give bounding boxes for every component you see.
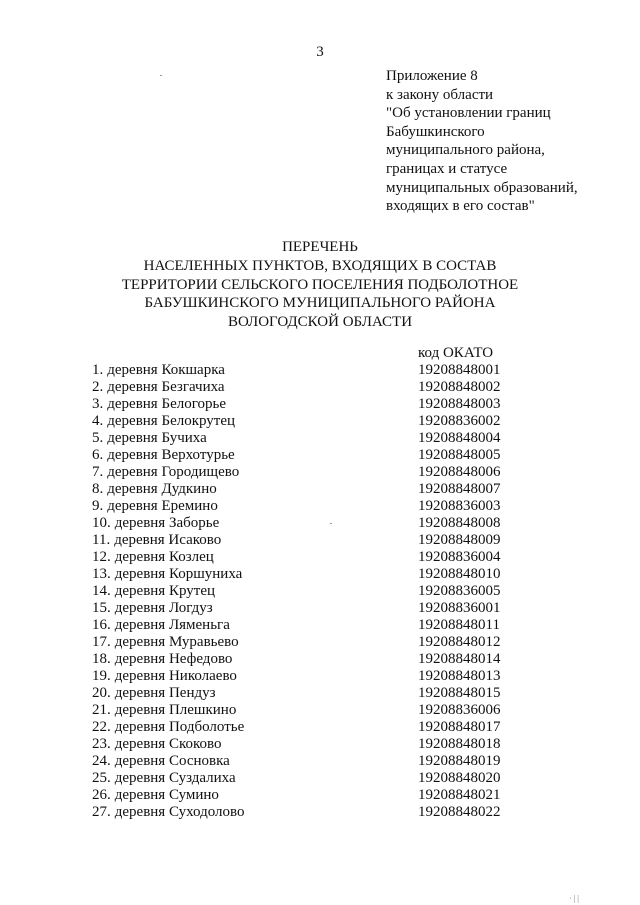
settlement-name-cell xyxy=(92,770,236,787)
settlement-name: деревня Крутец xyxy=(114,583,216,599)
settlement-row xyxy=(92,719,512,736)
settlement-row xyxy=(92,430,512,447)
settlement-name-cell xyxy=(92,685,216,702)
okato-code: 19208848017 xyxy=(418,719,501,735)
settlement-number: 24. xyxy=(92,753,111,769)
settlement-number: 15. xyxy=(92,600,111,616)
settlement-row xyxy=(92,362,512,379)
okato-code: 19208848013 xyxy=(418,668,501,684)
settlement-row xyxy=(92,549,512,566)
settlement-number: 17. xyxy=(92,634,111,650)
appendix-line: Приложение 8 xyxy=(386,68,478,84)
title-line: ТЕРРИТОРИИ СЕЛЬСКОГО ПОСЕЛЕНИЯ ПОДБОЛОТНОЕ xyxy=(121,276,519,293)
settlement-name-cell xyxy=(92,396,226,413)
settlement-number: 13. xyxy=(92,566,111,582)
document-title xyxy=(100,238,540,332)
settlement-number: 25. xyxy=(92,770,111,786)
okato-code: 19208848005 xyxy=(418,447,501,463)
settlement-name: деревня Логдуз xyxy=(114,600,213,616)
okato-code: 19208836001 xyxy=(418,600,501,616)
appendix-line: муниципальных образований, xyxy=(386,179,578,196)
settlement-number: 20. xyxy=(92,685,111,701)
settlement-number: 4. xyxy=(92,413,104,429)
settlement-row xyxy=(92,702,512,719)
settlement-number: 3. xyxy=(92,396,104,412)
okato-code: 19208836002 xyxy=(418,413,501,429)
settlement-name-cell xyxy=(92,464,239,481)
okato-code: 19208848015 xyxy=(418,685,501,701)
settlement-name: деревня Белокрутец xyxy=(107,413,236,429)
settlement-row xyxy=(92,481,512,498)
title-line: НАСЕЛЕННЫХ ПУНКТОВ, ВХОДЯЩИХ В СОСТАВ xyxy=(143,257,497,274)
settlement-number: 27. xyxy=(92,804,111,820)
appendix-line: к закону области xyxy=(386,86,494,103)
settlement-name: деревня Сосновка xyxy=(114,753,230,769)
settlement-name-cell xyxy=(92,413,235,430)
settlement-row xyxy=(92,600,512,617)
settlement-name-cell xyxy=(92,379,225,396)
okato-code: 19208848011 xyxy=(418,617,500,633)
okato-column-header: код ОКАТО xyxy=(418,345,494,361)
settlement-number: 16. xyxy=(92,617,111,633)
settlement-number: 18. xyxy=(92,651,111,667)
settlement-name: деревня Белогорье xyxy=(107,396,226,412)
settlement-name-cell xyxy=(92,447,235,464)
okato-code: 19208848003 xyxy=(418,396,501,412)
okato-code: 19208836005 xyxy=(418,583,501,599)
scan-speck xyxy=(160,75,162,76)
settlement-name: деревня Ляменьга xyxy=(114,617,230,633)
settlement-number: 5. xyxy=(92,430,104,446)
okato-code: 19208848018 xyxy=(418,736,501,752)
appendix-note xyxy=(386,67,626,216)
title-line: ВОЛОГОДСКОЙ ОБЛАСТИ xyxy=(227,314,413,331)
okato-code: 19208848002 xyxy=(418,379,501,395)
appendix-line: "Об установлении границ xyxy=(386,105,551,122)
settlement-row xyxy=(92,753,512,770)
settlement-name: деревня Коршуниха xyxy=(114,566,243,582)
settlement-row xyxy=(92,379,512,396)
okato-code: 19208848007 xyxy=(418,481,501,497)
page-number: 3 xyxy=(316,44,324,60)
settlement-name-cell xyxy=(92,515,219,532)
settlement-number: 7. xyxy=(92,464,104,480)
okato-code: 19208848012 xyxy=(418,634,501,650)
settlement-name: деревня Еремино xyxy=(107,498,218,514)
settlement-number: 19. xyxy=(92,668,111,684)
settlement-number: 9. xyxy=(92,498,104,514)
settlement-name-cell xyxy=(92,600,213,617)
settlement-name-cell xyxy=(92,634,239,651)
settlement-name: деревня Кокшарка xyxy=(107,362,225,378)
settlement-row xyxy=(92,685,512,702)
settlement-number: 8. xyxy=(92,481,104,497)
settlement-name: деревня Заборье xyxy=(114,515,220,531)
settlement-row xyxy=(92,447,512,464)
okato-code: 19208848010 xyxy=(418,566,501,582)
settlement-name: деревня Бучиха xyxy=(107,430,207,446)
settlement-name: деревня Верхотурье xyxy=(107,447,235,463)
settlement-name-cell xyxy=(92,719,244,736)
settlement-name: деревня Муравьево xyxy=(114,634,239,650)
okato-code: 19208848020 xyxy=(418,770,501,786)
settlement-number: 11. xyxy=(92,532,111,548)
settlement-name: деревня Дудкино xyxy=(107,481,217,497)
settlement-number: 26. xyxy=(92,787,111,803)
okato-code: 19208848014 xyxy=(418,651,501,667)
settlement-name: деревня Городищево xyxy=(107,464,240,480)
settlement-row xyxy=(92,787,512,804)
settlement-name: деревня Суздалиха xyxy=(114,770,236,786)
title-line: ПЕРЕЧЕНЬ xyxy=(282,239,358,255)
settlement-name: деревня Безгачиха xyxy=(107,379,225,395)
settlement-name: деревня Подболотье xyxy=(114,719,245,735)
settlement-name-cell xyxy=(92,804,244,821)
appendix-line: входящих в его состав" xyxy=(386,198,535,215)
settlement-name: деревня Сумино xyxy=(114,787,219,803)
appendix-line: муниципального района, xyxy=(386,142,545,159)
settlement-row xyxy=(92,770,512,787)
settlement-name-cell xyxy=(92,430,207,447)
settlement-row xyxy=(92,634,512,651)
okato-code: 19208848004 xyxy=(418,430,501,446)
settlement-number: 22. xyxy=(92,719,111,735)
okato-code: 19208848008 xyxy=(418,515,501,531)
settlement-name-cell xyxy=(92,566,242,583)
settlement-name-cell xyxy=(92,736,222,753)
settlement-number: 12. xyxy=(92,549,111,565)
appendix-line: Бабушкинского xyxy=(386,123,485,140)
settlement-name-cell xyxy=(92,787,219,804)
okato-code: 19208848022 xyxy=(418,804,501,820)
settlement-name-cell xyxy=(92,702,236,719)
settlement-row xyxy=(92,396,512,413)
settlement-name-cell xyxy=(92,498,218,515)
okato-code: 19208848019 xyxy=(418,753,501,769)
settlement-name: деревня Плешкино xyxy=(114,702,237,718)
okato-code: 19208836004 xyxy=(418,549,501,565)
okato-code: 19208848001 xyxy=(418,362,501,378)
settlement-row xyxy=(92,668,512,685)
settlement-name: деревня Николаево xyxy=(114,668,237,684)
settlement-number: 1. xyxy=(92,362,104,378)
settlement-name-cell xyxy=(92,481,217,498)
settlement-row xyxy=(92,617,512,634)
okato-code: 19208848006 xyxy=(418,464,501,480)
settlement-row xyxy=(92,651,512,668)
settlement-row xyxy=(92,464,512,481)
settlement-number: 6. xyxy=(92,447,104,463)
settlement-row xyxy=(92,498,512,515)
settlement-row xyxy=(92,413,512,430)
settlement-row xyxy=(92,566,512,583)
settlement-name-cell xyxy=(92,583,215,600)
appendix-line: границах и статусе xyxy=(386,160,508,177)
settlement-name: деревня Суходолово xyxy=(114,804,245,820)
settlement-number: 2. xyxy=(92,379,104,395)
settlement-name: деревня Пендуз xyxy=(114,685,216,701)
settlement-row xyxy=(92,583,512,600)
settlement-number: 21. xyxy=(92,702,111,718)
okato-code: 19208836006 xyxy=(418,702,501,718)
settlement-name: деревня Исаково xyxy=(114,532,222,548)
settlement-name-cell xyxy=(92,549,214,566)
settlement-name: деревня Козлец xyxy=(114,549,214,565)
okato-code: 19208848009 xyxy=(418,532,501,548)
settlement-list xyxy=(92,362,512,821)
settlement-name-cell xyxy=(92,753,230,770)
settlement-name: деревня Скоково xyxy=(114,736,222,752)
settlement-row xyxy=(92,736,512,753)
settlement-name-cell xyxy=(92,668,237,685)
settlement-number: 10. xyxy=(92,515,111,531)
settlement-name-cell xyxy=(92,617,230,634)
settlement-name-cell xyxy=(92,651,232,668)
settlement-name-cell xyxy=(92,362,225,379)
corner-scan-mark: · | | xyxy=(569,894,579,903)
settlement-name-cell xyxy=(92,532,221,549)
okato-code: 19208848021 xyxy=(418,787,501,803)
settlement-name: деревня Нефедово xyxy=(114,651,233,667)
settlement-number: 23. xyxy=(92,736,111,752)
title-line: БАБУШКИНСКОГО МУНИЦИПАЛЬНОГО РАЙОНА xyxy=(144,295,496,312)
settlement-number: 14. xyxy=(92,583,111,599)
settlement-row xyxy=(92,532,512,549)
settlement-row xyxy=(92,804,512,821)
scan-speck xyxy=(330,523,332,524)
settlement-row xyxy=(92,515,512,532)
okato-code: 19208836003 xyxy=(418,498,501,514)
